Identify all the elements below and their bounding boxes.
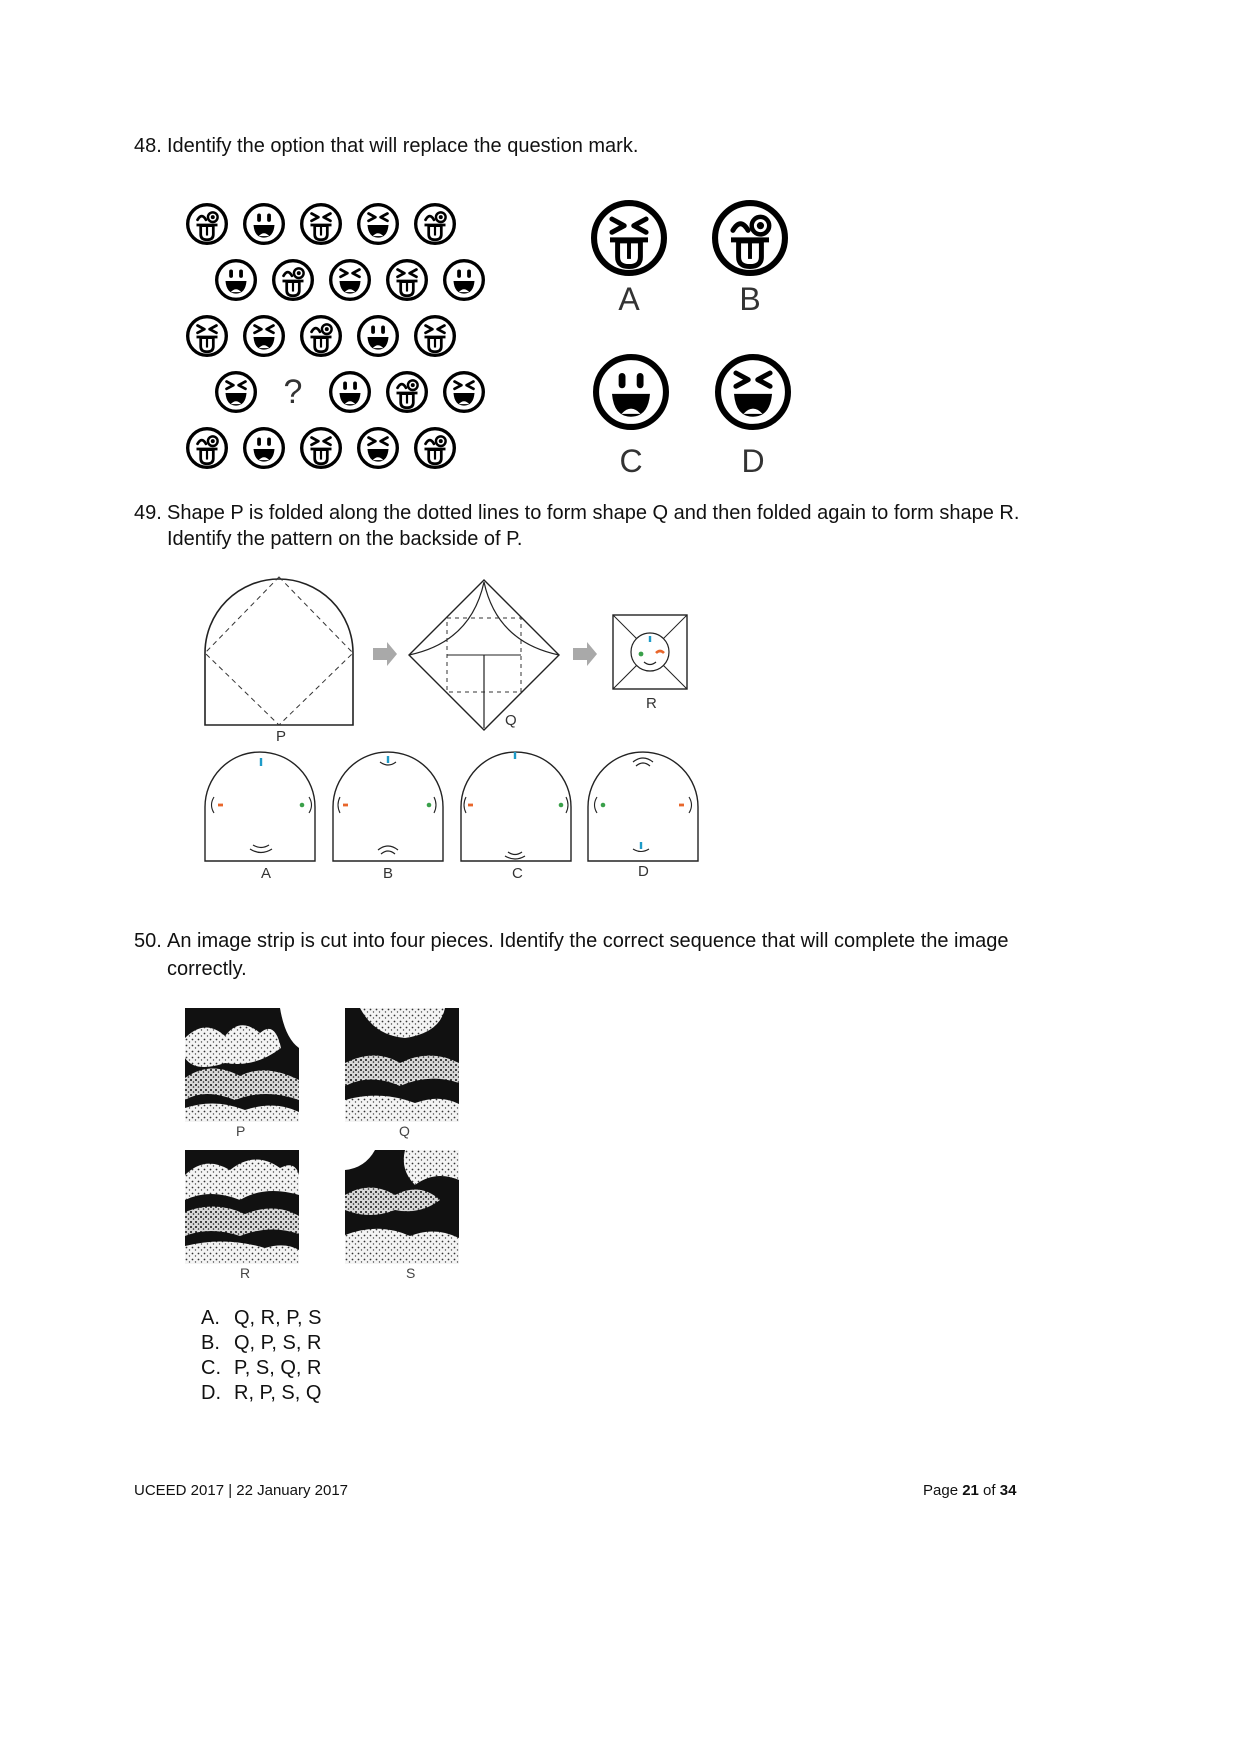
arrow-icon — [373, 642, 397, 666]
choice-letter: D. — [201, 1382, 221, 1404]
q49-option-d — [588, 752, 698, 861]
question-49-number: 49. — [134, 502, 162, 524]
smile-face-icon — [331, 373, 370, 412]
squint-laugh-face-icon — [445, 373, 484, 412]
tongue-wink-face-icon — [715, 203, 785, 273]
piece-q — [345, 1008, 459, 1122]
choice-letter: A. — [201, 1307, 220, 1329]
q48-emoji-grid — [176, 196, 496, 486]
q48-option-label: D — [741, 443, 765, 479]
choice-text: R, P, S, Q — [234, 1382, 322, 1404]
squint-tongue-face-icon — [594, 203, 664, 273]
shape-r-label: R — [646, 695, 657, 712]
squint-laugh-face-icon — [359, 429, 398, 468]
squint-tongue-face-icon — [302, 429, 341, 468]
squint-laugh-face-icon — [245, 317, 284, 356]
smile-face-icon — [217, 261, 256, 300]
shape-p-label: P — [276, 728, 287, 745]
question-48-text: Identify the option that will replace the question mark. — [167, 135, 639, 157]
smile-face-icon — [596, 357, 666, 427]
q50-choice-d[interactable] — [201, 1379, 322, 1407]
q49-figure — [195, 570, 715, 890]
footer-exam-info: UCEED 2017 | 22 January 2017 — [134, 1482, 349, 1499]
q49-option-b — [333, 752, 443, 861]
question-mark: ? — [283, 373, 303, 411]
squint-tongue-face-icon — [416, 317, 455, 356]
choice-text: P, S, Q, R — [234, 1357, 322, 1379]
squint-laugh-face-icon — [718, 357, 788, 427]
shape-p — [205, 577, 353, 725]
q49-option-c — [461, 752, 571, 861]
shape-r — [613, 615, 687, 689]
piece-p — [185, 1008, 299, 1122]
q48-options — [580, 190, 810, 480]
tongue-wink-face-icon — [188, 205, 227, 244]
tongue-wink-face-icon — [274, 261, 313, 300]
tongue-wink-face-icon — [388, 373, 427, 412]
question-49-line1: Shape P is folded along the dotted lines to form shape Q and then folded again to form shape R. — [167, 502, 1020, 524]
tongue-wink-face-icon — [416, 429, 455, 468]
arrow-icon — [573, 642, 597, 666]
choice-text: Q, R, P, S — [234, 1307, 322, 1329]
q49-option-c-label: C — [512, 865, 523, 882]
squint-laugh-face-icon — [331, 261, 370, 300]
piece-s — [345, 1150, 459, 1264]
squint-laugh-face-icon — [359, 205, 398, 244]
q48-option-label: B — [739, 281, 761, 317]
tongue-wink-face-icon — [188, 429, 227, 468]
page-of: of — [978, 1482, 1000, 1499]
shape-q-label: Q — [505, 712, 517, 729]
q49-option-b-label: B — [383, 865, 394, 882]
question-50-number: 50. — [134, 930, 162, 952]
squint-tongue-face-icon — [188, 317, 227, 356]
piece-q-label: Q — [399, 1123, 410, 1139]
page-total: 34 — [999, 1482, 1017, 1499]
q49-option-d-label: D — [638, 863, 649, 880]
piece-r-label: R — [240, 1265, 251, 1281]
shape-q — [409, 580, 559, 730]
page-prefix: Page — [923, 1482, 963, 1499]
squint-tongue-face-icon — [388, 261, 427, 300]
question-49-line2: Identify the pattern on the backside of P. — [167, 528, 523, 550]
q48-option-label: A — [618, 281, 640, 317]
choice-letter: C. — [201, 1357, 221, 1379]
page-current: 21 — [962, 1482, 979, 1499]
smile-face-icon — [245, 429, 284, 468]
q50-choice-b[interactable] — [201, 1329, 322, 1357]
smile-face-icon — [245, 205, 284, 244]
choice-letter: B. — [201, 1332, 220, 1354]
q49-option-a-label: A — [261, 865, 272, 882]
squint-laugh-face-icon — [217, 373, 256, 412]
q50-image-pieces — [180, 1000, 480, 1290]
piece-r — [185, 1150, 299, 1264]
piece-p-label: P — [236, 1123, 246, 1139]
q49-option-a — [205, 752, 315, 861]
smile-face-icon — [445, 261, 484, 300]
choice-text: Q, P, S, R — [234, 1332, 322, 1354]
footer-page-number — [923, 1482, 1016, 1499]
smile-face-icon — [359, 317, 398, 356]
q50-choice-a[interactable] — [201, 1304, 322, 1332]
question-50-line2: correctly. — [167, 958, 247, 980]
question-50-line1: An image strip is cut into four pieces. Identify the correct sequence that will complete the image — [167, 930, 1009, 952]
tongue-wink-face-icon — [416, 205, 455, 244]
tongue-wink-face-icon — [302, 317, 341, 356]
piece-s-label: S — [406, 1265, 416, 1281]
q50-choice-c[interactable] — [201, 1354, 322, 1382]
squint-tongue-face-icon — [302, 205, 341, 244]
q48-option-label: C — [619, 443, 643, 479]
question-48-number: 48. — [134, 135, 162, 157]
